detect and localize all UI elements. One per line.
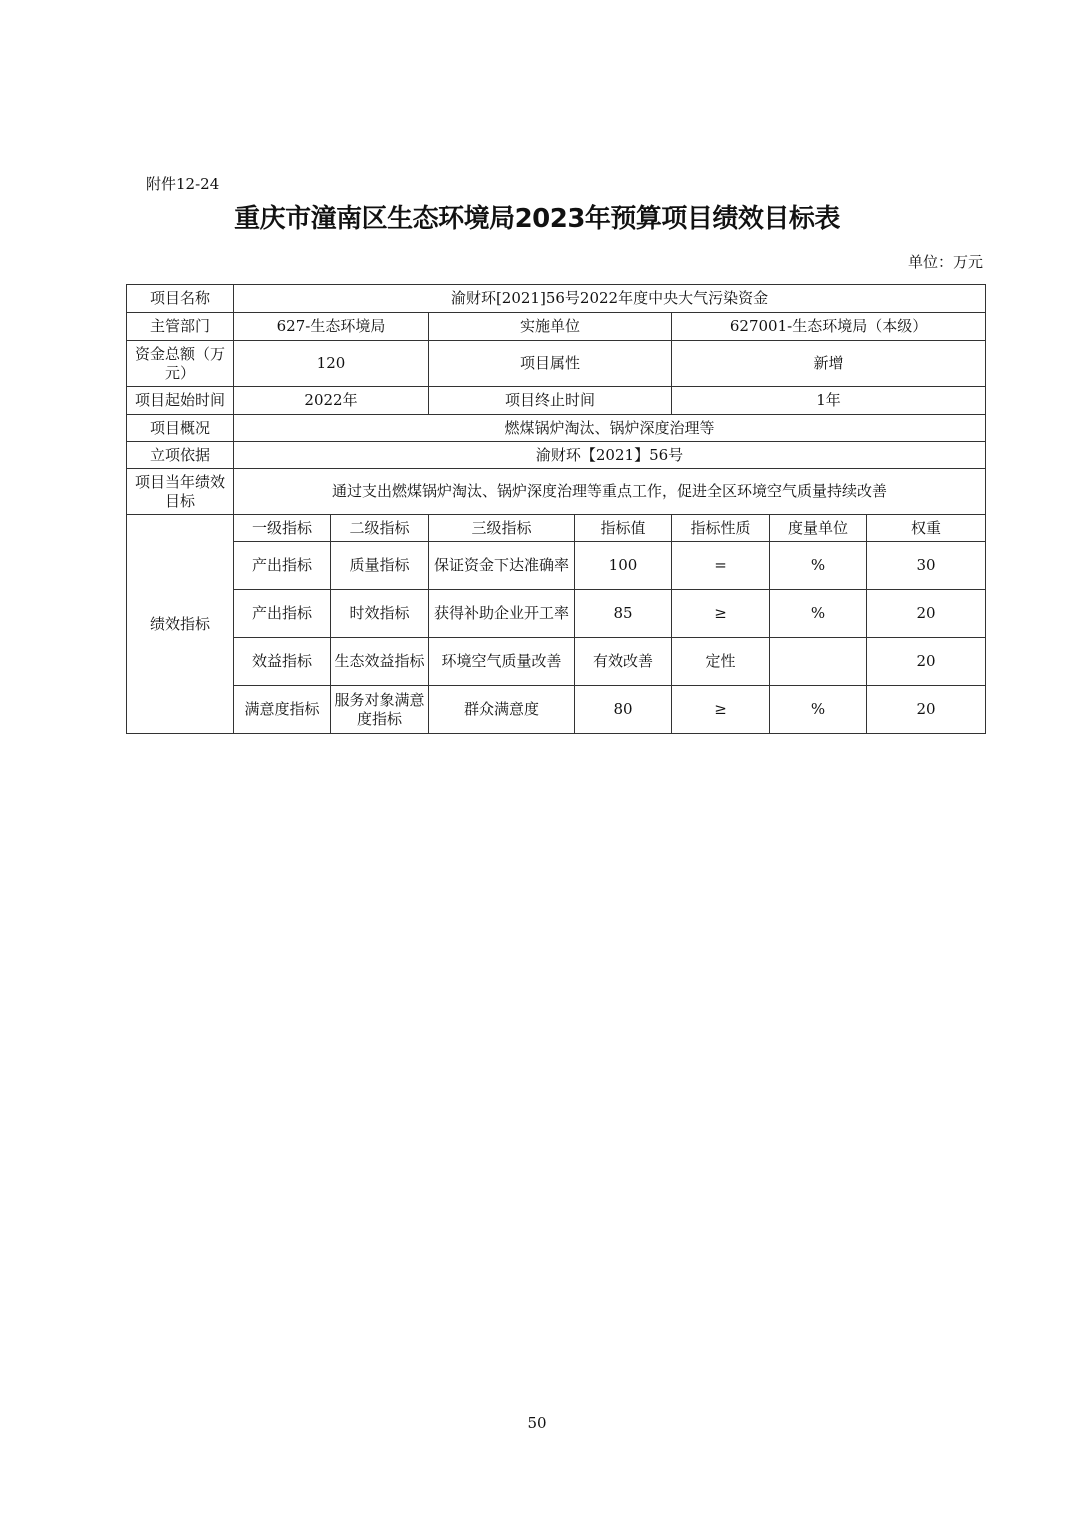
basis-label: 立项依据 <box>127 442 234 469</box>
start-time-label: 项目起始时间 <box>127 387 234 415</box>
indicator-unit: % <box>770 686 867 734</box>
header-nature: 指标性质 <box>672 515 770 542</box>
header-unit: 度量单位 <box>770 515 867 542</box>
dept-label: 主管部门 <box>127 313 234 341</box>
attachment-label: 附件12-24 <box>146 175 220 193</box>
goal-value: 通过支出燃煤锅炉淘汰、锅炉深度治理等重点工作，促进全区环境空气质量持续改善 <box>234 469 986 515</box>
header-l3: 三级指标 <box>429 515 575 542</box>
goal-label: 项目当年绩效目标 <box>127 469 234 515</box>
fund-value: 120 <box>234 341 429 387</box>
indicators-section-label: 绩效指标 <box>127 515 234 734</box>
indicator-l1: 效益指标 <box>234 638 331 686</box>
indicator-l3: 获得补助企业开工率 <box>429 590 575 638</box>
header-l2: 二级指标 <box>331 515 429 542</box>
attr-value: 新增 <box>672 341 986 387</box>
fund-label: 资金总额（万元） <box>127 341 234 387</box>
header-weight: 权重 <box>867 515 986 542</box>
indicator-value: 80 <box>575 686 672 734</box>
indicator-value: 有效改善 <box>575 638 672 686</box>
attr-label: 项目属性 <box>429 341 672 387</box>
overview-label: 项目概况 <box>127 415 234 442</box>
page-title: 重庆市潼南区生态环境局2023年预算项目绩效目标表 <box>234 204 840 234</box>
dept-value: 627-生态环境局 <box>234 313 429 341</box>
indicator-weight: 30 <box>867 542 986 590</box>
project-name-value: 渝财环[2021]56号2022年度中央大气污染资金 <box>234 285 986 313</box>
indicator-weight: 20 <box>867 686 986 734</box>
end-time-label: 项目终止时间 <box>429 387 672 415</box>
indicator-value: 100 <box>575 542 672 590</box>
impl-label: 实施单位 <box>429 313 672 341</box>
indicator-l3: 群众满意度 <box>429 686 575 734</box>
indicator-l3: 保证资金下达准确率 <box>429 542 575 590</box>
indicator-l2: 质量指标 <box>331 542 429 590</box>
indicator-value: 85 <box>575 590 672 638</box>
page-number: 50 <box>527 1414 547 1432</box>
indicator-row <box>127 542 986 590</box>
indicator-unit <box>770 638 867 686</box>
indicator-row <box>127 638 986 686</box>
overview-value: 燃煤锅炉淘汰、锅炉深度治理等 <box>234 415 986 442</box>
indicator-unit: % <box>770 542 867 590</box>
indicator-l1: 产出指标 <box>234 590 331 638</box>
indicator-l2: 服务对象满意度指标 <box>331 686 429 734</box>
indicator-row <box>127 686 986 734</box>
indicator-l1: 产出指标 <box>234 542 331 590</box>
indicator-weight: 20 <box>867 590 986 638</box>
indicator-l2: 生态效益指标 <box>331 638 429 686</box>
indicator-nature: = <box>672 542 770 590</box>
end-time-value: 1年 <box>672 387 986 415</box>
indicator-unit: % <box>770 590 867 638</box>
indicator-l2: 时效指标 <box>331 590 429 638</box>
indicator-nature: 定性 <box>672 638 770 686</box>
indicator-row <box>127 590 986 638</box>
indicator-l1: 满意度指标 <box>234 686 331 734</box>
unit-label: 单位：万元 <box>907 253 983 271</box>
indicator-weight: 20 <box>867 638 986 686</box>
performance-table <box>126 284 986 734</box>
header-l1: 一级指标 <box>234 515 331 542</box>
indicator-nature: ≥ <box>672 686 770 734</box>
basis-value: 渝财环【2021】56号 <box>234 442 986 469</box>
indicator-nature: ≥ <box>672 590 770 638</box>
indicator-l3: 环境空气质量改善 <box>429 638 575 686</box>
header-value: 指标值 <box>575 515 672 542</box>
start-time-value: 2022年 <box>234 387 429 415</box>
impl-value: 627001-生态环境局（本级） <box>672 313 986 341</box>
project-name-label: 项目名称 <box>127 285 234 313</box>
